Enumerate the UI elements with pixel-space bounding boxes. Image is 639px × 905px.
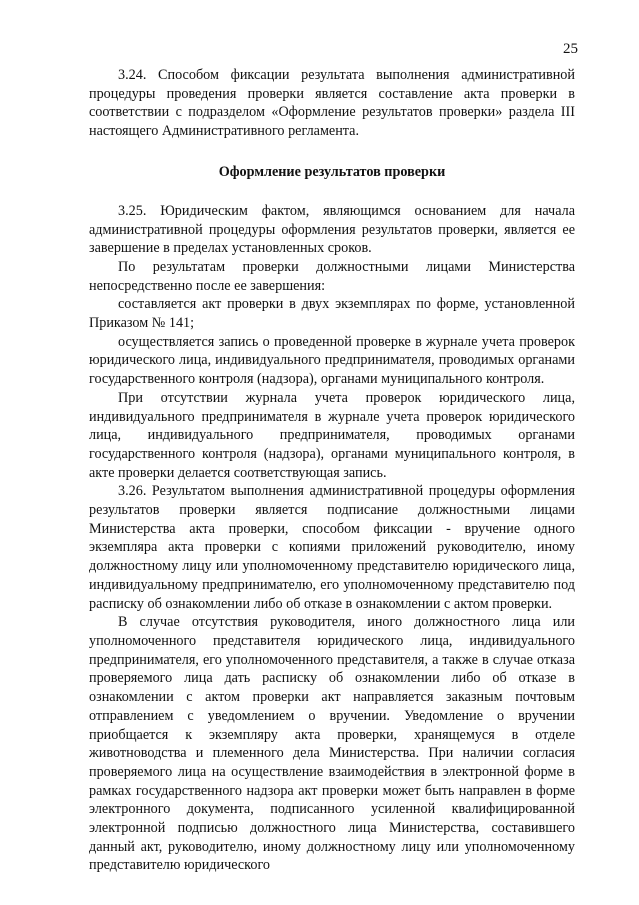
paragraph-journal-entry: осуществляется запись о проведенной проверке в журнале учета проверок юридического лица, индивидуального предпринимателя, проводимых органами государственного контроля (надзора), органами муниципального контроля. bbox=[89, 333, 575, 388]
paragraph-3-25: 3.25. Юридическим фактом, являющимся основанием для начала административной процедуры оформления результатов проверки, является ее завершение в пределах установленных сроков. bbox=[89, 202, 575, 257]
paragraph-results-intro: По результатам проверки должностными лицами Министерства непосредственно после ее завершения: bbox=[89, 258, 575, 294]
page-number: 25 bbox=[563, 41, 578, 57]
paragraph-no-journal: При отсутствии журнала учета проверок юридического лица, индивидуального предпринимателя в журнале учета проверок юридического лица, индивидуального предпринимателя, проводимых органами государственного контроля (надзора), органами муниципального контроля, в акте проверки делается соответствующая запись. bbox=[89, 389, 575, 481]
paragraph-3-24: 3.24. Способом фиксации результата выполнения административной процедуры проведения проверки является составление акта проверки в соответствии с подразделом «Оформление результатов проверки» раздела III настоящего Административного регламента. bbox=[89, 67, 575, 140]
section-heading: Оформление результатов проверки bbox=[218, 163, 446, 180]
document-body bbox=[89, 66, 575, 875]
paragraph-absence: В случае отсутствия руководителя, иного должностного лица или уполномоченного представителя юридического лица, индивидуального предпринимателя, его уполномоченного представителя, а также в случае отказа проверяемого лица дать расписку об ознакомлении либо об отказе в ознакомлении с актом проверки акт направляется заказным почтовым отправлением с уведомлением о вручении. Уведомление о вручении приобщается к экземпляру акта проверки, хранящемуся в отделе животноводства и племенного дела Министерства. При наличии согласия проверяемого лица на осуществление взаимодействия в электронной форме в рамках государственного надзора акт проверки может быть направлен в форме электронного документа, подписанного усиленной квалифицированной электронной подписью должностного лица Министерства, составившего данный акт, руководителю, иному должностному лицу или уполномоченному представителю юридического bbox=[89, 614, 575, 874]
paragraph-act-drawn: составляется акт проверки в двух экземплярах по форме, установленной Приказом № 141; bbox=[89, 296, 575, 332]
paragraph-3-26: 3.26. Результатом выполнения административной процедуры оформления результатов проверки является подписание должностными лицами Министерства акта проверки, способом фиксации - вручение одного экземпляра акта проверки с копиями приложений руководителю, иному должностному лицу или уполномоченному представителю юридического лица, индивидуальному предпринимателю, его уполномоченному представителю под расписку об ознакомлении либо об отказе в ознакомлении с актом проверки. bbox=[89, 483, 575, 612]
